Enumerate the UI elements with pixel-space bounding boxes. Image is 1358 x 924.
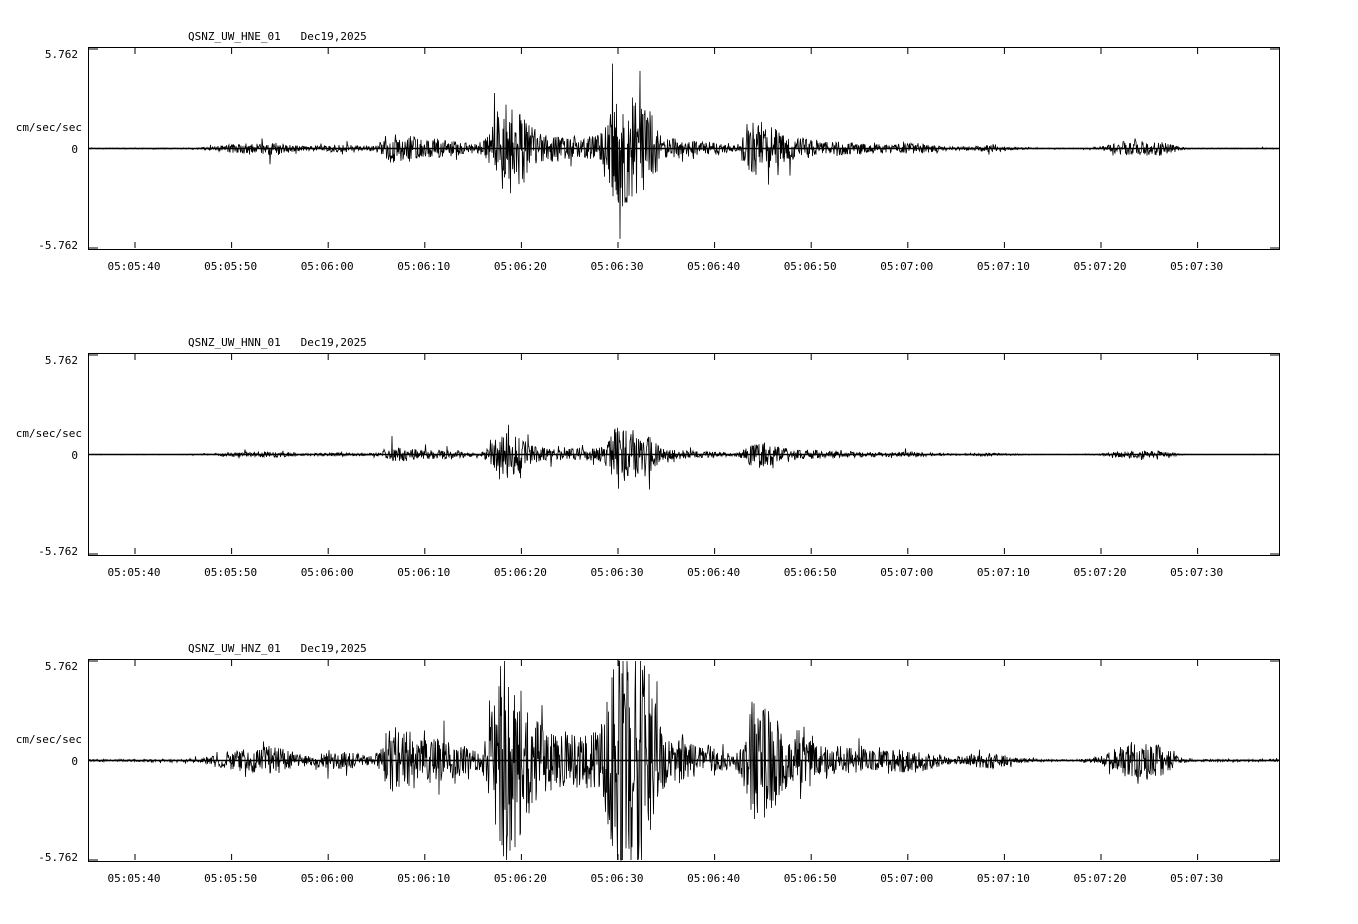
x-tick-label-hnz: 05:06:40	[687, 872, 741, 885]
y-axis-unit-label-hnz: cm/sec/sec	[15, 733, 82, 746]
seismogram-panel-hne	[0, 0, 1358, 300]
x-tick-label-hnz: 05:07:10	[976, 872, 1030, 885]
x-tick-label-hnn: 05:07:10	[976, 566, 1030, 579]
x-tick-label-hnz: 05:06:20	[493, 872, 547, 885]
x-tick-label-hnn: 05:06:00	[300, 566, 354, 579]
waveform-trace-hne	[89, 48, 1279, 249]
x-tick-label-hnz: 05:05:50	[204, 872, 258, 885]
y-tick-bottom-hne: -5.762	[38, 239, 78, 252]
y-tick-bottom-hnz: -5.762	[38, 851, 78, 864]
x-tick-label-hne: 05:06:10	[397, 260, 451, 273]
y-axis-unit-label-hne: cm/sec/sec	[15, 121, 82, 134]
y-tick-top-hne: 5.762	[44, 48, 78, 61]
panel-title-hne: QSNZ_UW_HNE_01 Dec19,2025	[188, 30, 367, 43]
y-tick-mid-hnz: 0	[71, 755, 78, 768]
x-tick-label-hne: 05:06:50	[783, 260, 837, 273]
y-tick-mid-hne: 0	[71, 143, 78, 156]
x-tick-label-hnz: 05:07:30	[1170, 872, 1224, 885]
x-tick-label-hnn: 05:07:30	[1170, 566, 1224, 579]
x-tick-label-hnz: 05:06:30	[590, 872, 644, 885]
x-tick-label-hnz: 05:06:10	[397, 872, 451, 885]
plot-area-hnz	[88, 659, 1280, 862]
y-tick-top-hnn: 5.762	[44, 354, 78, 367]
x-tick-label-hne: 05:07:00	[880, 260, 934, 273]
x-tick-label-hne: 05:05:40	[107, 260, 161, 273]
x-tick-label-hnn: 05:06:10	[397, 566, 451, 579]
seismogram-panel-hnz	[0, 612, 1358, 912]
x-tick-label-hne: 05:07:30	[1170, 260, 1224, 273]
x-tick-label-hnn: 05:06:30	[590, 566, 644, 579]
x-tick-label-hnz: 05:05:40	[107, 872, 161, 885]
x-tick-label-hnn: 05:07:20	[1073, 566, 1127, 579]
x-tick-label-hnn: 05:06:20	[493, 566, 547, 579]
panel-title-hnz: QSNZ_UW_HNZ_01 Dec19,2025	[188, 642, 367, 655]
x-tick-label-hnn: 05:06:40	[687, 566, 741, 579]
waveform-trace-hnz	[89, 660, 1279, 861]
waveform-trace-hnn	[89, 354, 1279, 555]
y-tick-mid-hnn: 0	[71, 449, 78, 462]
x-tick-label-hne: 05:06:30	[590, 260, 644, 273]
x-tick-label-hne: 05:06:40	[687, 260, 741, 273]
y-tick-top-hnz: 5.762	[44, 660, 78, 673]
x-tick-label-hnz: 05:07:00	[880, 872, 934, 885]
y-tick-bottom-hnn: -5.762	[38, 545, 78, 558]
x-tick-label-hne: 05:06:20	[493, 260, 547, 273]
seismogram-panel-hnn	[0, 306, 1358, 606]
x-tick-label-hnn: 05:05:50	[204, 566, 258, 579]
x-tick-label-hne: 05:05:50	[204, 260, 258, 273]
x-tick-label-hne: 05:07:10	[976, 260, 1030, 273]
x-tick-label-hnn: 05:06:50	[783, 566, 837, 579]
y-axis-unit-label-hnn: cm/sec/sec	[15, 427, 82, 440]
plot-area-hne	[88, 47, 1280, 250]
plot-area-hnn	[88, 353, 1280, 556]
x-tick-label-hnn: 05:07:00	[880, 566, 934, 579]
x-tick-label-hnn: 05:05:40	[107, 566, 161, 579]
x-tick-label-hnz: 05:07:20	[1073, 872, 1127, 885]
x-tick-label-hne: 05:07:20	[1073, 260, 1127, 273]
x-tick-label-hnz: 05:06:00	[300, 872, 354, 885]
panel-title-hnn: QSNZ_UW_HNN_01 Dec19,2025	[188, 336, 367, 349]
x-tick-label-hnz: 05:06:50	[783, 872, 837, 885]
x-tick-label-hne: 05:06:00	[300, 260, 354, 273]
